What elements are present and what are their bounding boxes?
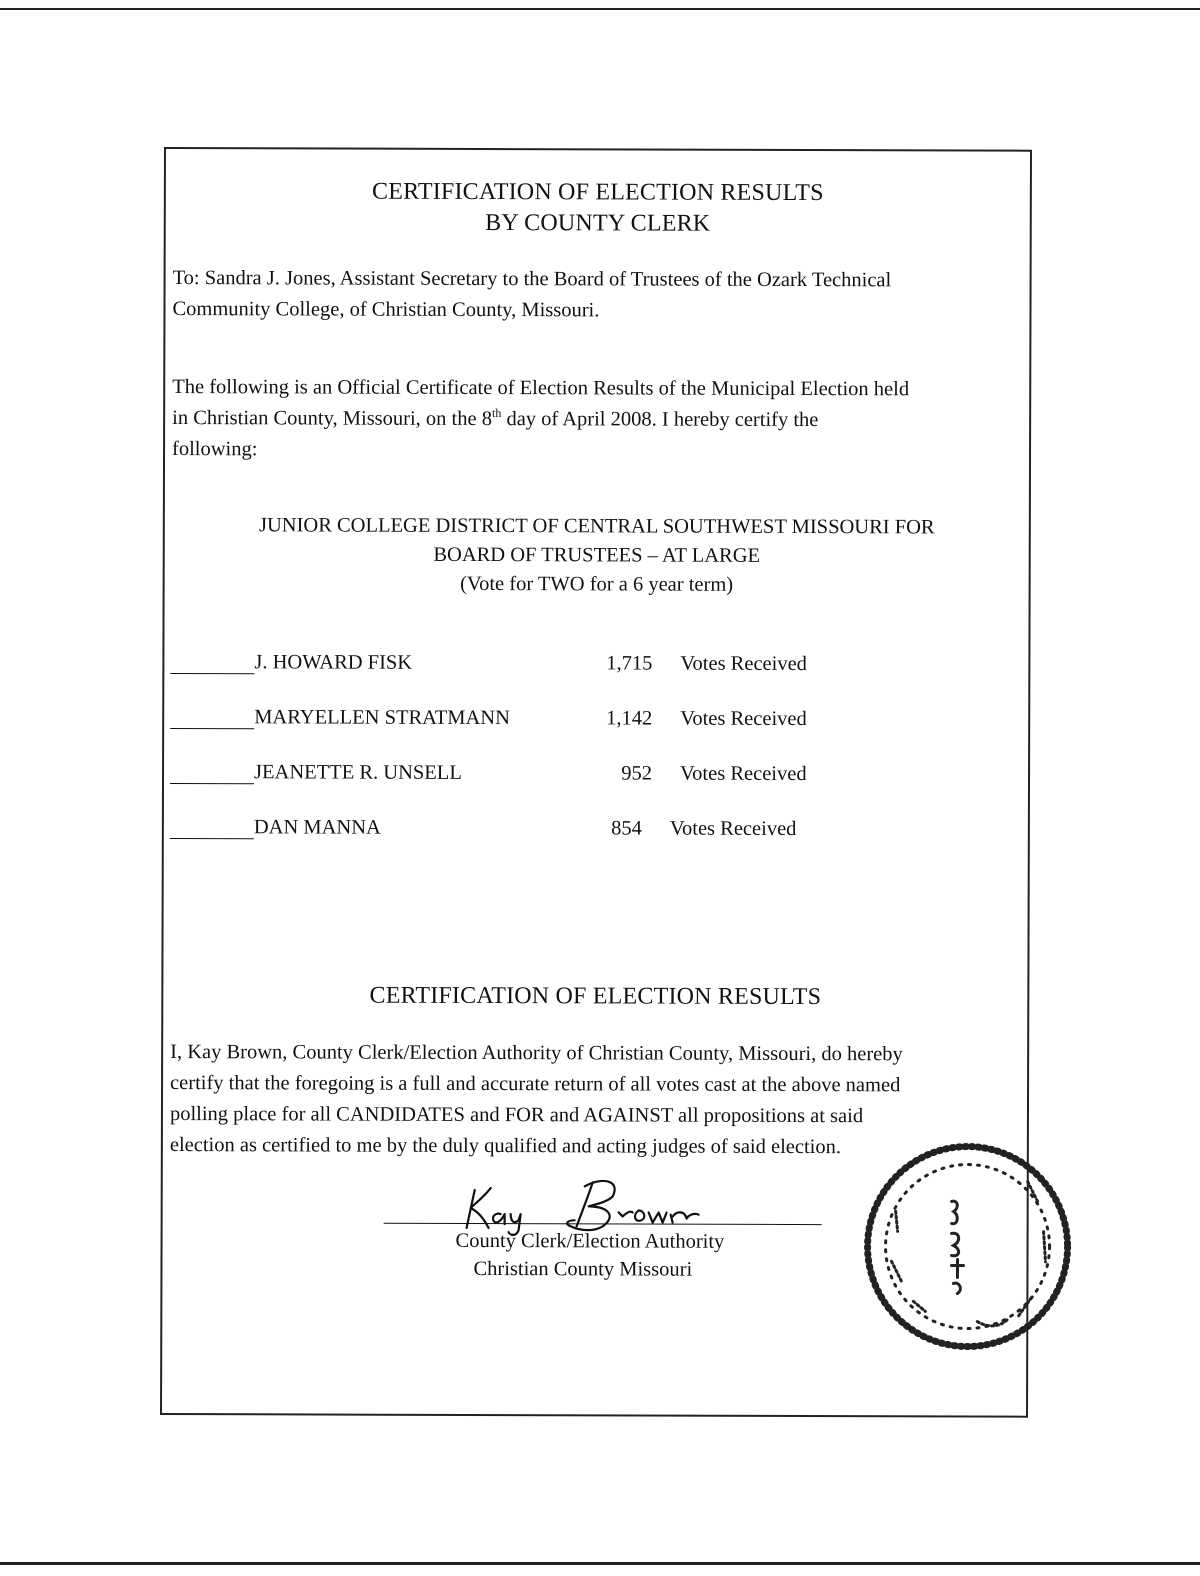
candidate-row: [170, 761, 870, 803]
title-line-1: CERTIFICATION OF ELECTION RESULTS: [372, 178, 824, 207]
candidate-row: [170, 706, 870, 748]
votes-received-label: Votes Received: [680, 652, 807, 676]
addressee-paragraph: [172, 263, 1027, 328]
signer-county: Christian County Missouri: [473, 1257, 693, 1281]
candidate-name: JEANETTE R. UNSELL: [254, 761, 462, 784]
candidate-name: J. HOWARD FISK: [254, 651, 413, 674]
mark-blank-line: [170, 838, 254, 839]
statement-line-3: polling place for all CANDIDATES and FOR and AGAINST all propositions at said: [169, 1103, 864, 1128]
race-heading: [165, 511, 1029, 601]
mark-blank-line: [170, 728, 254, 729]
addressee-line-2: Community College, of Christian County, Missouri.: [172, 298, 600, 322]
intro-line-2: [172, 403, 1027, 437]
ordinal-suffix: th: [491, 406, 502, 421]
certificate-frame: [160, 147, 1032, 1418]
candidate-votes: 1,715: [606, 652, 653, 675]
candidate-row: [170, 651, 870, 693]
addressee-line-1: To: Sandra J. Jones, Assistant Secretary to the Board of Trustees of the Ozark Technical: [172, 267, 892, 292]
candidate-votes: 952: [621, 762, 653, 785]
race-line-3: (Vote for TWO for a 6 year term): [460, 572, 734, 596]
candidate-votes: 854: [611, 817, 642, 840]
candidate-name: MARYELLEN STRATMANN: [254, 706, 510, 730]
intro-line-1: The following is an Official Certificate of Election Results of the Municipal Election held: [172, 376, 910, 401]
statement-line-2: certify that the foregoing is a full and accurate return of all votes cast at the above named: [170, 1072, 901, 1097]
race-line-2: BOARD OF TRUSTEES – AT LARGE: [433, 543, 761, 567]
scan-edge-bottom: [0, 1562, 1200, 1565]
votes-received-label: Votes Received: [679, 762, 807, 786]
title-line-2: BY COUNTY CLERK: [485, 210, 711, 237]
candidate-row: [170, 816, 870, 858]
race-line-1: JUNIOR COLLEGE DISTRICT OF CENTRAL SOUTHWEST MISSOURI FOR: [258, 514, 935, 539]
intro-line-2-after: day of April 2008. I hereby certify the: [501, 408, 819, 432]
intro-line-3: following:: [172, 438, 258, 461]
scan-edge-top: [0, 8, 1200, 10]
intro-line-2-before: in Christian County, Missouri, on the 8: [172, 407, 493, 431]
signer-title: County Clerk/Election Authority: [455, 1229, 725, 1253]
statement-line-1: I, Kay Brown, County Clerk/Election Authority of Christian County, Missouri, do hereby: [170, 1041, 903, 1066]
votes-received-label: Votes Received: [680, 707, 807, 731]
intro-paragraph: [172, 372, 1027, 468]
candidate-votes: 1,142: [606, 707, 653, 730]
votes-received-label: Votes Received: [669, 817, 797, 840]
certificate-title: [166, 176, 1030, 241]
statement-line-4: election as certified to me by the duly qualified and acting judges of said election.: [169, 1134, 842, 1159]
section-title: CERTIFICATION OF ELECTION RESULTS: [369, 982, 822, 1011]
mark-blank-line: [170, 673, 254, 674]
county-seal-stamp: [817, 1121, 1098, 1362]
candidate-name: DAN MANNA: [253, 816, 381, 839]
mark-blank-line: [170, 783, 254, 784]
